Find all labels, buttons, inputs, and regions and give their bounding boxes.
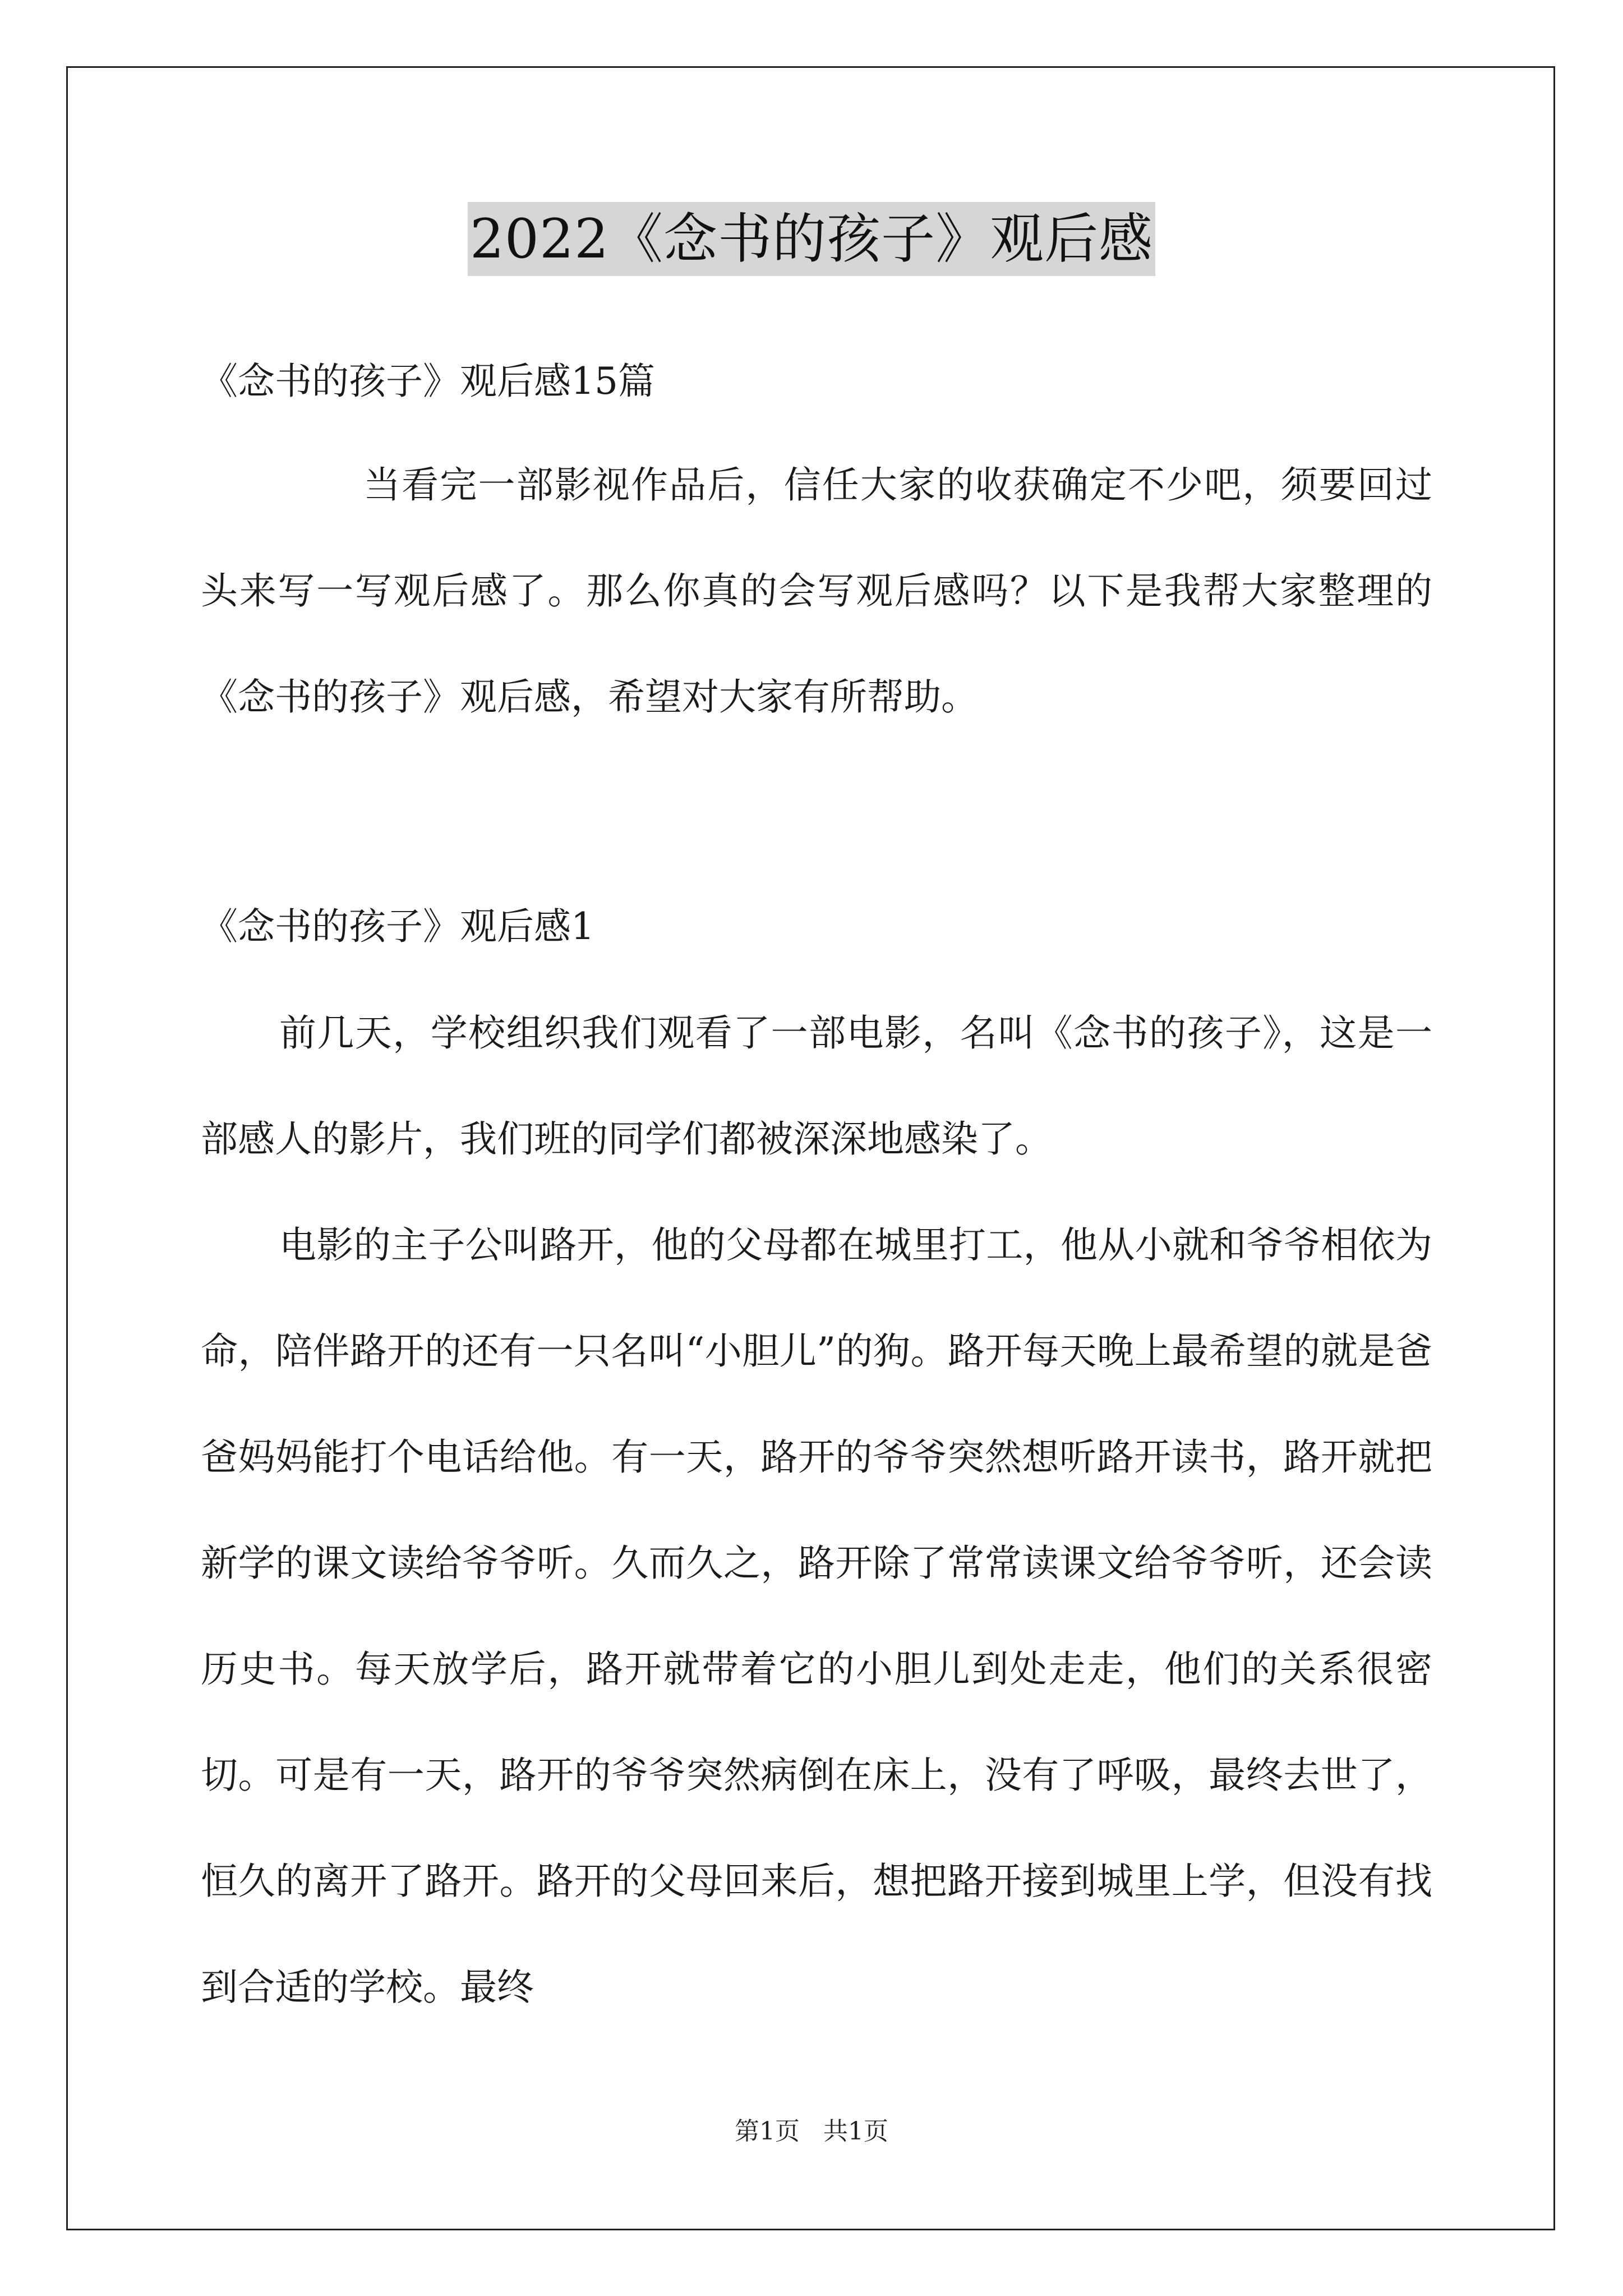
document-subtitle: 《念书的孩子》观后感15篇 — [201, 360, 655, 403]
body-paragraph-1: 前几天，学校组织我们观看了一部电影，名叫《念书的孩子》，这是一部感人的影片，我们班的同学们都被深深地感染了。 — [201, 1011, 1432, 1161]
document-title: 2022《念书的孩子》观后感 — [468, 202, 1155, 276]
intro-paragraph: 当看完一部影视作品后，信任大家的收获确定不少吧，须要回过头来写一写观后感了。那么你真的会写观后感吗？以下是我帮大家整理的《念书的孩子》观后感，希望对大家有所帮助。 — [201, 463, 1432, 719]
page-footer: 第1页 共1页 — [735, 2117, 888, 2146]
document-body — [201, 342, 1432, 2040]
title-container — [0, 202, 1623, 276]
body-paragraph-2: 电影的主子公叫路开，他的父母都在城里打工，他从小就和爷爷相依为命，陪伴路开的还有一只名叫“小胆儿”的狗。路开每天晚上最希望的就是爸爸妈妈能打个电话给他。有一天，路开的爷爷突然想听路开读书，路开就把新学的课文读给爷爷听。久而久之，路开除了常常读课文给爷爷听，还会读历史书。每天放学后，路开就带着它的小胆儿到处走走，他们的关系很密切。可是有一天，路开的爷爷突然病倒在床上，没有了呼吸，最终去世了，恒久的离开了路开。路开的父母回来后，想把路开接到城里上学，但没有找到合适的学校。最终 — [201, 1223, 1432, 2009]
section-heading: 《念书的孩子》观后感1 — [201, 905, 594, 948]
